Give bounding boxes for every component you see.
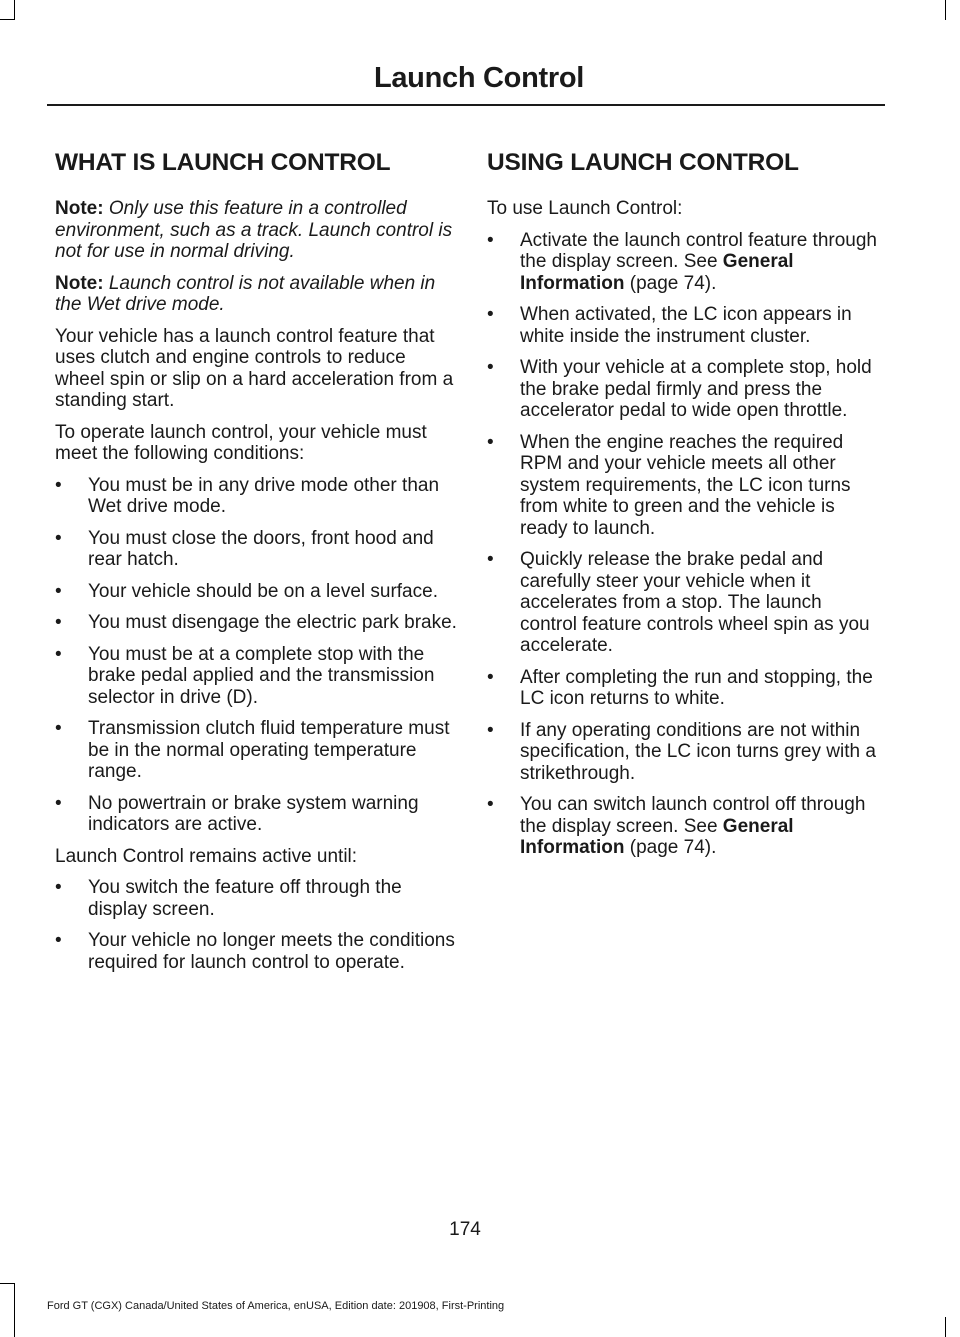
list-item: • You must close the doors, front hood and rear hatch.: [55, 527, 434, 570]
list-item: • After completing the run and stopping, the LC icon returns to white.: [487, 666, 873, 709]
crop-mark: [14, 1283, 15, 1337]
paragraph-conditions-intro: To operate launch control, your vehicle must meet the following conditions:: [55, 421, 427, 464]
crop-mark: [0, 19, 14, 20]
section-heading-what-is: WHAT IS LAUNCH CONTROL: [55, 149, 391, 176]
bullet: •: [55, 643, 62, 665]
list-item: • When activated, the LC icon appears in white inside the instrument cluster.: [487, 304, 852, 347]
bullet: •: [55, 930, 62, 951]
note-text: Only use this feature in a controlled environment, such as a track. Launch control is not for use in normal driving.: [55, 198, 453, 262]
section-heading-using: USING LAUNCH CONTROL: [487, 149, 799, 176]
left-column: [55, 148, 457, 983]
paragraph-feature-description: Your vehicle has a launch control feature that uses clutch and engine controls to reduce wheel spin or slip on a hard acceleration from a standing start.: [55, 325, 454, 411]
note-label: Note:: [55, 198, 104, 219]
bullet: •: [487, 229, 494, 251]
cross-reference-link[interactable]: General Information: [520, 251, 794, 294]
list-item: • Quickly release the brake pedal and carefully steer your vehicle when it accelerates from a stop. The launch control feature controls wheel spin as you accelerate.: [487, 549, 870, 656]
bullet: •: [55, 877, 62, 898]
list-item: • Activate the launch control feature through the display screen. See General Information (page 74).: [487, 229, 878, 294]
note-wet-mode: [55, 273, 457, 316]
bullet: •: [55, 612, 62, 633]
list-item: • You switch the feature off through the display screen.: [55, 877, 402, 920]
bullet: •: [55, 527, 62, 549]
crop-mark: [945, 1317, 946, 1337]
conditions-list: [55, 475, 457, 836]
list-item: • With your vehicle at a complete stop, hold the brake pedal firmly and press the accelerator pedal to wide open throttle.: [487, 357, 872, 421]
crop-mark: [0, 1283, 14, 1284]
bullet: •: [487, 549, 494, 570]
list-item: • No powertrain or brake system warning indicators are active.: [55, 792, 419, 835]
until-list: [55, 877, 457, 973]
bullet: •: [55, 580, 62, 602]
bullet: •: [487, 431, 494, 453]
bullet: •: [487, 794, 494, 815]
paragraph-using-intro: To use Launch Control:: [487, 198, 683, 219]
list-item: • When the engine reaches the required RPM and your vehicle meets all other system requirements, the LC icon turns from white to green and the vehicle is ready to launch.: [487, 431, 851, 539]
bullet: •: [55, 792, 62, 814]
bullet: •: [55, 474, 62, 496]
list-item: • Transmission clutch fluid temperature must be in the normal operating temperature range.: [55, 718, 450, 782]
list-item: • You must be in any drive mode other than Wet drive mode.: [55, 474, 440, 517]
bullet: •: [487, 719, 494, 741]
note-controlled-environment: [55, 198, 457, 263]
note-label: Note:: [55, 272, 104, 294]
page-number: 174: [449, 1219, 481, 1240]
bullet: •: [55, 718, 62, 739]
running-head-title: Launch Control: [373, 62, 584, 94]
note-text: Launch control is not available when in the Wet drive mode.: [55, 272, 436, 315]
bullet: •: [487, 304, 494, 325]
list-item: • Your vehicle should be on a level surface.: [55, 580, 438, 602]
header-rule: [47, 104, 885, 106]
crop-mark: [14, 0, 15, 20]
bullet: •: [487, 666, 494, 688]
cross-reference-link[interactable]: General Information: [520, 815, 794, 858]
paragraph-remains-active: Launch Control remains active until:: [55, 845, 358, 867]
list-item: • You must disengage the electric park brake.: [55, 612, 457, 633]
steps-list: [487, 230, 882, 859]
right-column: [487, 148, 882, 869]
bullet: •: [487, 357, 494, 378]
footer-edition-info: Ford GT (CGX) Canada/United States of America, enUSA, Edition date: 201908, First-Printing: [47, 1300, 505, 1312]
crop-mark: [945, 0, 946, 20]
list-item: • If any operating conditions are not within specification, the LC icon turns grey with a strikethrough.: [487, 719, 876, 784]
list-item: • You must be at a complete stop with the brake pedal applied and the transmission selector in drive (D).: [55, 643, 435, 708]
list-item: • Your vehicle no longer meets the conditions required for launch control to operate.: [55, 930, 455, 973]
list-item: • You can switch launch control off through the display screen. See General Information (page 74).: [487, 794, 866, 858]
